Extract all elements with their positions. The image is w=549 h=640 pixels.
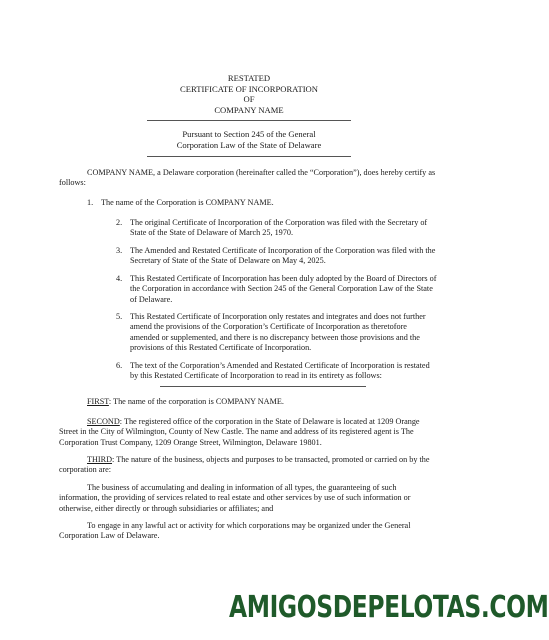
article-first <box>87 397 437 407</box>
pursuant-line-2: Corporation Law of the State of Delaware <box>176 139 322 150</box>
item-number: 5. <box>116 312 123 321</box>
item-number: 3. <box>116 246 123 255</box>
article-first-label: FIRST <box>87 397 109 406</box>
article-first-text: : The name of the corporation is COMPANY NAME. <box>108 397 284 406</box>
header-company-name: COMPANY NAME <box>214 104 284 115</box>
pursuant-rule <box>147 156 351 157</box>
article-second <box>59 417 439 448</box>
item-text: This Restated Certificate of Incorporation only restates and integrates and does not further amend the provisions of the Corporation’s Certificate of Incorporation as theretofore amended or supplemented, and there is no discrepancy between those provisions and the provisions of this Restated Certificate of Incorporation. <box>130 312 426 353</box>
article-third-label: THIRD <box>87 455 113 464</box>
item-text: The name of the Corporation is COMPANY NAME. <box>101 198 274 207</box>
watermark-logo: AMIGOSDEPELOTAS.COM <box>229 590 549 625</box>
article-third-text: : The nature of the business, objects and purposes to be transacted, promoted or carried on by the corporation are: <box>59 455 430 475</box>
item-number: 6. <box>116 361 123 370</box>
header-of: OF <box>243 94 255 105</box>
business-paragraph: The business of accumulating and dealing in information of all types, the guaranteeing of such information, the providing of services related to real estate and other services by use of such information or otherwise, either directly or through subsidiaries or affiliates; and <box>59 483 411 513</box>
header-certificate: CERTIFICATE OF INCORPORATION <box>180 83 318 94</box>
pursuant-block <box>0 129 498 150</box>
header-restated: RESTATED <box>227 73 271 83</box>
header-rule <box>147 120 351 121</box>
restated-text-rule <box>160 386 366 387</box>
intro-paragraph: COMPANY NAME, a Delaware corporation (hereinafter called the “Corporation”), does hereby certify as follows: <box>59 168 436 188</box>
item-number: 2. <box>116 218 123 227</box>
item-text: This Restated Certificate of Incorporation has been duly adopted by the Board of Directors of the Corporation in accordance with Section 245 of the General Corporation Law of the State of Delaware. <box>130 274 437 304</box>
document-header <box>0 73 498 115</box>
lawful-act-paragraph: To engage in any lawful act or activity for which corporations may be organized under the General Corporation Law of Delaware. <box>59 521 411 541</box>
item-number: 1. <box>87 198 94 207</box>
article-second-text: : The registered office of the corporation in the State of Delaware is located at 1209 Orange Street in the City of Wilmington, County of New Castle. The name and address of its registered agent is The Corporation Trust Company, 1209 Orange Street, Wilmington, Delaware 19801. <box>59 417 420 447</box>
item-number: 4. <box>116 274 123 283</box>
article-second-label: SECOND <box>87 417 120 426</box>
item-text: The original Certificate of Incorporation of the Corporation was filed with the Secretary of State of the State of Delaware of March 25, 1970. <box>130 218 428 238</box>
pursuant-line-1: Pursuant to Section 245 of the General <box>182 129 316 139</box>
article-third <box>59 455 439 476</box>
item-text: The text of the Corporation’s Amended and Restated Certificate of Incorporation is restated by this Restated Certificate of Incorporation to read in its entirety as follows: <box>130 361 430 381</box>
item-text: The Amended and Restated Certificate of Incorporation of the Corporation was filed with the Secretary of State of the State of Delaware on May 4, 2025. <box>130 246 436 266</box>
